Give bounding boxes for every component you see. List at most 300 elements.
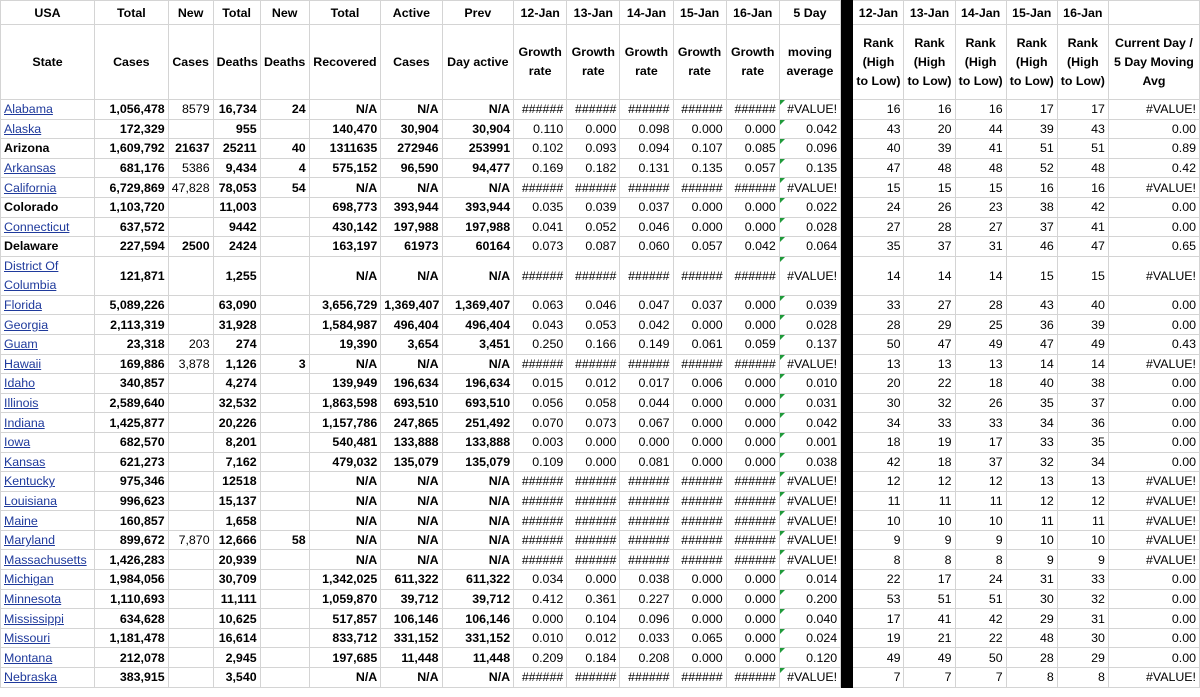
data-cell[interactable]: 496,404: [381, 315, 442, 335]
data-cell[interactable]: 575,152: [309, 158, 381, 178]
data-cell[interactable]: 8: [955, 550, 1006, 570]
data-cell[interactable]: 621,273: [95, 452, 169, 472]
data-cell[interactable]: 96,590: [381, 158, 442, 178]
data-cell[interactable]: ######: [673, 668, 726, 688]
data-cell[interactable]: 1,181,478: [95, 628, 169, 648]
header-cell[interactable]: Rank (High to Low): [1057, 25, 1108, 100]
data-cell[interactable]: 0.047: [620, 295, 673, 315]
data-cell[interactable]: ######: [726, 491, 779, 511]
data-cell[interactable]: 0.052: [567, 217, 620, 237]
data-cell[interactable]: 0.00: [1108, 119, 1199, 139]
data-cell[interactable]: #VALUE!: [1108, 550, 1199, 570]
header-cell[interactable]: Growth rate: [620, 25, 673, 100]
header-cell[interactable]: 16-Jan: [726, 1, 779, 25]
header-cell[interactable]: [1108, 1, 1199, 25]
data-cell[interactable]: 693,510: [381, 393, 442, 413]
data-cell[interactable]: ######: [620, 550, 673, 570]
data-cell[interactable]: [260, 550, 309, 570]
data-cell[interactable]: 0.00: [1108, 217, 1199, 237]
data-cell[interactable]: ######: [726, 178, 779, 198]
data-cell[interactable]: [168, 256, 213, 295]
data-cell[interactable]: 50: [853, 334, 904, 354]
state-cell[interactable]: Arizona: [1, 139, 95, 159]
data-cell[interactable]: 31,928: [213, 315, 260, 335]
header-cell[interactable]: Recovered: [309, 25, 381, 100]
data-cell[interactable]: 0.065: [673, 628, 726, 648]
data-cell[interactable]: ######: [567, 668, 620, 688]
data-cell[interactable]: 0.00: [1108, 295, 1199, 315]
data-cell[interactable]: 0.000: [726, 628, 779, 648]
data-cell[interactable]: 25: [955, 315, 1006, 335]
header-cell[interactable]: New: [168, 1, 213, 25]
data-cell[interactable]: 78,053: [213, 178, 260, 198]
data-cell[interactable]: #VALUE!: [1108, 256, 1199, 295]
data-cell[interactable]: 0.053: [567, 315, 620, 335]
header-cell[interactable]: Active: [381, 1, 442, 25]
data-cell[interactable]: 28: [904, 217, 955, 237]
data-cell[interactable]: 9442: [213, 217, 260, 237]
data-cell[interactable]: 25211: [213, 139, 260, 159]
data-cell[interactable]: 247,865: [381, 413, 442, 433]
header-cell[interactable]: Rank (High to Low): [853, 25, 904, 100]
data-cell[interactable]: ######: [620, 530, 673, 550]
state-cell[interactable]: Hawaii: [1, 354, 95, 374]
data-cell[interactable]: 12518: [213, 472, 260, 492]
header-cell[interactable]: Deaths: [260, 25, 309, 100]
data-cell[interactable]: 15: [955, 178, 1006, 198]
data-cell[interactable]: ######: [514, 668, 567, 688]
data-cell[interactable]: #VALUE!: [1108, 491, 1199, 511]
data-cell[interactable]: 28: [955, 295, 1006, 315]
header-cell[interactable]: moving average: [779, 25, 840, 100]
data-cell[interactable]: 430,142: [309, 217, 381, 237]
data-cell[interactable]: 340,857: [95, 374, 169, 394]
data-cell[interactable]: N/A: [442, 100, 514, 120]
data-cell[interactable]: 0.012: [567, 628, 620, 648]
data-cell[interactable]: #VALUE!: [1108, 354, 1199, 374]
data-cell[interactable]: 196,634: [381, 374, 442, 394]
data-cell[interactable]: 203: [168, 334, 213, 354]
data-cell[interactable]: 41: [904, 609, 955, 629]
data-cell[interactable]: 0.227: [620, 589, 673, 609]
data-cell[interactable]: 0.361: [567, 589, 620, 609]
data-cell[interactable]: 2,945: [213, 648, 260, 668]
data-cell[interactable]: [260, 315, 309, 335]
data-cell[interactable]: 0.182: [567, 158, 620, 178]
state-cell[interactable]: Missouri: [1, 628, 95, 648]
data-cell[interactable]: 7: [853, 668, 904, 688]
data-cell[interactable]: 693,510: [442, 393, 514, 413]
data-cell[interactable]: 0.028: [779, 217, 840, 237]
data-cell[interactable]: 29: [1006, 609, 1057, 629]
header-cell[interactable]: 12-Jan: [853, 1, 904, 25]
data-cell[interactable]: [168, 413, 213, 433]
data-cell[interactable]: 996,623: [95, 491, 169, 511]
data-cell[interactable]: 19: [904, 432, 955, 452]
data-cell[interactable]: 0.042: [779, 413, 840, 433]
data-cell[interactable]: 0.104: [567, 609, 620, 629]
data-cell[interactable]: 0.073: [567, 413, 620, 433]
data-cell[interactable]: 0.000: [726, 413, 779, 433]
data-cell[interactable]: 0.081: [620, 452, 673, 472]
data-cell[interactable]: [260, 432, 309, 452]
data-cell[interactable]: 17: [1006, 100, 1057, 120]
data-cell[interactable]: 43: [1057, 119, 1108, 139]
data-cell[interactable]: ######: [620, 472, 673, 492]
data-cell[interactable]: 0.000: [726, 432, 779, 452]
state-cell[interactable]: Guam: [1, 334, 95, 354]
data-cell[interactable]: [260, 237, 309, 257]
data-cell[interactable]: 479,032: [309, 452, 381, 472]
data-cell[interactable]: 0.102: [514, 139, 567, 159]
data-cell[interactable]: 32: [1057, 589, 1108, 609]
data-cell[interactable]: 61973: [381, 237, 442, 257]
data-cell[interactable]: N/A: [309, 178, 381, 198]
header-cell[interactable]: 14-Jan: [955, 1, 1006, 25]
data-cell[interactable]: 0.000: [567, 570, 620, 590]
header-cell[interactable]: Cases: [168, 25, 213, 100]
data-cell[interactable]: 39: [904, 139, 955, 159]
header-cell[interactable]: 13-Jan: [567, 1, 620, 25]
data-cell[interactable]: 0.000: [726, 217, 779, 237]
data-cell[interactable]: 9: [1057, 550, 1108, 570]
data-cell[interactable]: 27: [904, 295, 955, 315]
data-cell[interactable]: N/A: [381, 354, 442, 374]
data-cell[interactable]: 135,079: [381, 452, 442, 472]
data-cell[interactable]: 32: [904, 393, 955, 413]
data-cell[interactable]: #VALUE!: [779, 472, 840, 492]
data-cell[interactable]: 40: [1006, 374, 1057, 394]
data-cell[interactable]: 0.046: [620, 217, 673, 237]
state-cell[interactable]: Florida: [1, 295, 95, 315]
data-cell[interactable]: 0.003: [514, 432, 567, 452]
header-cell[interactable]: Prev: [442, 1, 514, 25]
data-cell[interactable]: 1,863,598: [309, 393, 381, 413]
data-cell[interactable]: 133,888: [442, 432, 514, 452]
state-cell[interactable]: Alabama: [1, 100, 95, 120]
data-cell[interactable]: 16: [955, 100, 1006, 120]
data-cell[interactable]: 16: [904, 100, 955, 120]
data-cell[interactable]: 8: [1057, 668, 1108, 688]
data-cell[interactable]: 106,146: [442, 609, 514, 629]
data-cell[interactable]: 9,434: [213, 158, 260, 178]
data-cell[interactable]: 0.000: [673, 217, 726, 237]
data-cell[interactable]: 3,540: [213, 668, 260, 688]
state-cell[interactable]: Indiana: [1, 413, 95, 433]
data-cell[interactable]: 33: [853, 295, 904, 315]
data-cell[interactable]: 13: [955, 354, 1006, 374]
data-cell[interactable]: 11,448: [381, 648, 442, 668]
data-cell[interactable]: 20,226: [213, 413, 260, 433]
data-cell[interactable]: 18: [904, 452, 955, 472]
data-cell[interactable]: 274: [213, 334, 260, 354]
data-cell[interactable]: [168, 491, 213, 511]
data-cell[interactable]: 1,658: [213, 511, 260, 531]
data-cell[interactable]: 29: [904, 315, 955, 335]
data-cell[interactable]: 7: [904, 668, 955, 688]
data-cell[interactable]: ######: [514, 100, 567, 120]
data-cell[interactable]: ######: [514, 511, 567, 531]
data-cell[interactable]: 16: [1057, 178, 1108, 198]
data-cell[interactable]: 0.038: [620, 570, 673, 590]
state-cell[interactable]: Colorado: [1, 197, 95, 217]
data-cell[interactable]: ######: [726, 472, 779, 492]
data-cell[interactable]: 39: [1057, 315, 1108, 335]
header-cell[interactable]: Total: [309, 1, 381, 25]
data-cell[interactable]: 38: [1006, 197, 1057, 217]
data-cell[interactable]: 393,944: [381, 197, 442, 217]
data-cell[interactable]: [168, 472, 213, 492]
data-cell[interactable]: 36: [1057, 413, 1108, 433]
data-cell[interactable]: 30,904: [381, 119, 442, 139]
data-cell[interactable]: 8579: [168, 100, 213, 120]
data-cell[interactable]: 0.137: [779, 334, 840, 354]
header-cell[interactable]: Cases: [381, 25, 442, 100]
data-cell[interactable]: 0.057: [673, 237, 726, 257]
data-cell[interactable]: 0.001: [779, 432, 840, 452]
data-cell[interactable]: 17: [955, 432, 1006, 452]
data-cell[interactable]: [168, 393, 213, 413]
data-cell[interactable]: [260, 197, 309, 217]
data-cell[interactable]: 1,103,720: [95, 197, 169, 217]
data-cell[interactable]: 833,712: [309, 628, 381, 648]
data-cell[interactable]: [260, 295, 309, 315]
data-cell[interactable]: 42: [955, 609, 1006, 629]
data-cell[interactable]: [260, 119, 309, 139]
data-cell[interactable]: 11: [955, 491, 1006, 511]
data-cell[interactable]: 16: [1006, 178, 1057, 198]
data-cell[interactable]: 47,828: [168, 178, 213, 198]
data-cell[interactable]: 31: [955, 237, 1006, 257]
data-cell[interactable]: 30: [1006, 589, 1057, 609]
data-cell[interactable]: 16,734: [213, 100, 260, 120]
data-cell[interactable]: 0.012: [567, 374, 620, 394]
data-cell[interactable]: 4: [260, 158, 309, 178]
data-cell[interactable]: N/A: [381, 668, 442, 688]
data-cell[interactable]: 517,857: [309, 609, 381, 629]
data-cell[interactable]: 106,146: [381, 609, 442, 629]
data-cell[interactable]: ######: [673, 550, 726, 570]
data-cell[interactable]: 15: [904, 178, 955, 198]
state-cell[interactable]: Michigan: [1, 570, 95, 590]
data-cell[interactable]: 41: [1057, 217, 1108, 237]
data-cell[interactable]: 33: [1006, 432, 1057, 452]
data-cell[interactable]: 3: [260, 354, 309, 374]
state-cell[interactable]: Nebraska: [1, 668, 95, 688]
header-cell[interactable]: Day active: [442, 25, 514, 100]
data-cell[interactable]: ######: [620, 491, 673, 511]
data-cell[interactable]: 54: [260, 178, 309, 198]
state-cell[interactable]: Illinois: [1, 393, 95, 413]
data-cell[interactable]: 0.060: [620, 237, 673, 257]
data-cell[interactable]: ######: [673, 472, 726, 492]
data-cell[interactable]: [168, 511, 213, 531]
data-cell[interactable]: 540,481: [309, 432, 381, 452]
state-cell[interactable]: Georgia: [1, 315, 95, 335]
data-cell[interactable]: 63,090: [213, 295, 260, 315]
data-cell[interactable]: ######: [567, 178, 620, 198]
data-cell[interactable]: 197,988: [442, 217, 514, 237]
state-cell[interactable]: Alaska: [1, 119, 95, 139]
data-cell[interactable]: ######: [673, 511, 726, 531]
data-cell[interactable]: 0.015: [514, 374, 567, 394]
data-cell[interactable]: [168, 452, 213, 472]
data-cell[interactable]: 0.028: [779, 315, 840, 335]
state-cell[interactable]: Idaho: [1, 374, 95, 394]
data-cell[interactable]: N/A: [309, 511, 381, 531]
data-cell[interactable]: 160,857: [95, 511, 169, 531]
data-cell[interactable]: 121,871: [95, 256, 169, 295]
data-cell[interactable]: 0.098: [620, 119, 673, 139]
data-cell[interactable]: 0.00: [1108, 452, 1199, 472]
data-cell[interactable]: N/A: [309, 100, 381, 120]
header-cell[interactable]: New: [260, 1, 309, 25]
data-cell[interactable]: 0.000: [673, 197, 726, 217]
data-cell[interactable]: #VALUE!: [779, 491, 840, 511]
data-cell[interactable]: 0.022: [779, 197, 840, 217]
data-cell[interactable]: 51: [955, 589, 1006, 609]
data-cell[interactable]: [260, 628, 309, 648]
data-cell[interactable]: 899,672: [95, 530, 169, 550]
data-cell[interactable]: 0.250: [514, 334, 567, 354]
header-cell[interactable]: Current Day / 5 Day Moving Avg: [1108, 25, 1199, 100]
data-cell[interactable]: 15: [1057, 256, 1108, 295]
data-cell[interactable]: 172,329: [95, 119, 169, 139]
data-cell[interactable]: [260, 491, 309, 511]
data-cell[interactable]: 21: [904, 628, 955, 648]
data-cell[interactable]: 24: [853, 197, 904, 217]
data-cell[interactable]: N/A: [442, 530, 514, 550]
data-cell[interactable]: 51: [904, 589, 955, 609]
data-cell[interactable]: 1,369,407: [381, 295, 442, 315]
data-cell[interactable]: 0.057: [726, 158, 779, 178]
data-cell[interactable]: N/A: [381, 491, 442, 511]
data-cell[interactable]: 0.058: [567, 393, 620, 413]
data-cell[interactable]: 35: [853, 237, 904, 257]
data-cell[interactable]: 49: [904, 648, 955, 668]
data-cell[interactable]: 0.006: [673, 374, 726, 394]
data-cell[interactable]: 0.00: [1108, 197, 1199, 217]
data-cell[interactable]: 8: [904, 550, 955, 570]
data-cell[interactable]: #VALUE!: [1108, 178, 1199, 198]
data-cell[interactable]: 14: [1057, 354, 1108, 374]
data-cell[interactable]: 0.000: [726, 609, 779, 629]
data-cell[interactable]: 11: [1006, 511, 1057, 531]
data-cell[interactable]: 30,709: [213, 570, 260, 590]
data-cell[interactable]: [168, 217, 213, 237]
data-cell[interactable]: 637,572: [95, 217, 169, 237]
data-cell[interactable]: [168, 648, 213, 668]
data-cell[interactable]: ######: [514, 491, 567, 511]
data-cell[interactable]: 43: [853, 119, 904, 139]
data-cell[interactable]: ######: [673, 530, 726, 550]
data-cell[interactable]: [168, 197, 213, 217]
header-cell[interactable]: USA: [1, 1, 95, 25]
data-cell[interactable]: ######: [673, 491, 726, 511]
data-cell[interactable]: [168, 315, 213, 335]
data-cell[interactable]: 140,470: [309, 119, 381, 139]
data-cell[interactable]: 24: [955, 570, 1006, 590]
data-cell[interactable]: 10: [1057, 530, 1108, 550]
data-cell[interactable]: 0.89: [1108, 139, 1199, 159]
header-cell[interactable]: Deaths: [213, 25, 260, 100]
data-cell[interactable]: 32,532: [213, 393, 260, 413]
data-cell[interactable]: 0.107: [673, 139, 726, 159]
header-cell[interactable]: Growth rate: [567, 25, 620, 100]
data-cell[interactable]: #VALUE!: [779, 100, 840, 120]
data-cell[interactable]: ######: [620, 100, 673, 120]
data-cell[interactable]: 33: [955, 413, 1006, 433]
data-cell[interactable]: 0.033: [620, 628, 673, 648]
data-cell[interactable]: 11: [1057, 511, 1108, 531]
data-cell[interactable]: 51: [1057, 139, 1108, 159]
data-cell[interactable]: 0.000: [620, 432, 673, 452]
data-cell[interactable]: 12: [853, 472, 904, 492]
data-cell[interactable]: ######: [726, 256, 779, 295]
data-cell[interactable]: 47: [904, 334, 955, 354]
state-cell[interactable]: Massachusetts: [1, 550, 95, 570]
data-cell[interactable]: [260, 393, 309, 413]
data-cell[interactable]: 634,628: [95, 609, 169, 629]
data-cell[interactable]: 20,939: [213, 550, 260, 570]
data-cell[interactable]: 496,404: [442, 315, 514, 335]
data-cell[interactable]: 1,110,693: [95, 589, 169, 609]
data-cell[interactable]: 133,888: [381, 432, 442, 452]
data-cell[interactable]: 23: [955, 197, 1006, 217]
data-cell[interactable]: 19: [853, 628, 904, 648]
data-cell[interactable]: 13: [1006, 472, 1057, 492]
data-cell[interactable]: ######: [726, 530, 779, 550]
data-cell[interactable]: 94,477: [442, 158, 514, 178]
data-cell[interactable]: 60164: [442, 237, 514, 257]
data-cell[interactable]: 0.166: [567, 334, 620, 354]
data-cell[interactable]: 0.000: [726, 315, 779, 335]
data-cell[interactable]: 48: [955, 158, 1006, 178]
data-cell[interactable]: 0.000: [567, 452, 620, 472]
data-cell[interactable]: 0.131: [620, 158, 673, 178]
data-cell[interactable]: #VALUE!: [779, 354, 840, 374]
data-cell[interactable]: N/A: [442, 491, 514, 511]
data-cell[interactable]: 10: [853, 511, 904, 531]
data-cell[interactable]: 28: [1006, 648, 1057, 668]
data-cell[interactable]: [168, 589, 213, 609]
data-cell[interactable]: 0.010: [779, 374, 840, 394]
data-cell[interactable]: 682,570: [95, 432, 169, 452]
data-cell[interactable]: 11,448: [442, 648, 514, 668]
data-cell[interactable]: N/A: [309, 472, 381, 492]
header-cell[interactable]: 14-Jan: [620, 1, 673, 25]
header-cell[interactable]: Rank (High to Low): [904, 25, 955, 100]
data-cell[interactable]: 698,773: [309, 197, 381, 217]
data-cell[interactable]: 611,322: [442, 570, 514, 590]
data-cell[interactable]: 12: [1057, 491, 1108, 511]
data-cell[interactable]: 0.034: [514, 570, 567, 590]
data-cell[interactable]: 14: [853, 256, 904, 295]
data-cell[interactable]: N/A: [381, 550, 442, 570]
data-cell[interactable]: 34: [1006, 413, 1057, 433]
data-cell[interactable]: 12: [904, 472, 955, 492]
data-cell[interactable]: N/A: [442, 354, 514, 374]
data-cell[interactable]: 1,342,025: [309, 570, 381, 590]
data-cell[interactable]: 20: [853, 374, 904, 394]
data-cell[interactable]: ######: [567, 530, 620, 550]
header-cell[interactable]: Total: [95, 1, 169, 25]
data-cell[interactable]: 8,201: [213, 432, 260, 452]
state-cell[interactable]: Maine: [1, 511, 95, 531]
data-cell[interactable]: 9: [904, 530, 955, 550]
data-cell[interactable]: #VALUE!: [779, 256, 840, 295]
data-cell[interactable]: [260, 589, 309, 609]
